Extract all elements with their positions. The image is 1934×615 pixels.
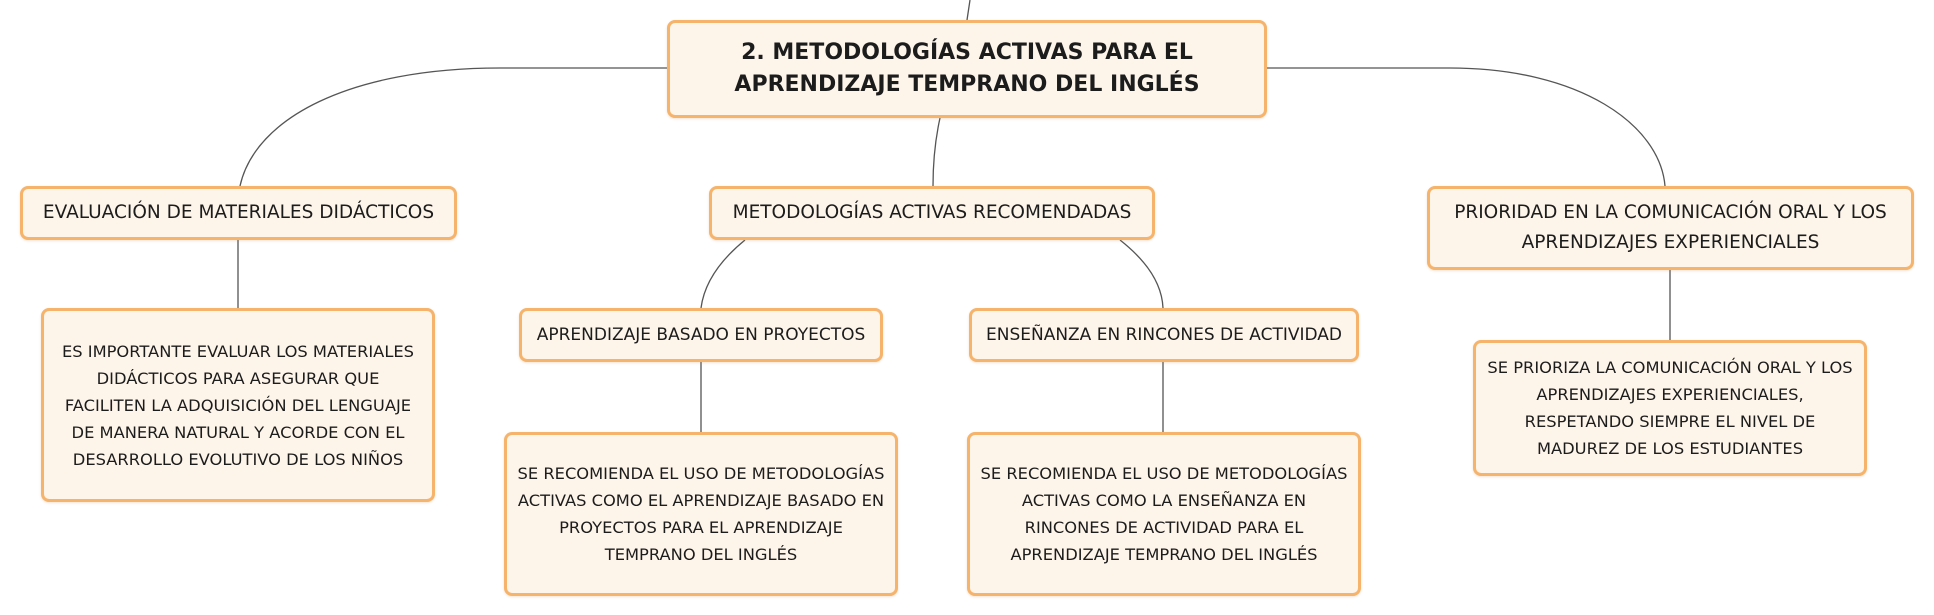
corners-detail-node[interactable] xyxy=(967,432,1361,596)
connector-root-to-methodologies xyxy=(933,118,940,186)
connector-root-incoming xyxy=(967,0,970,20)
corners-node-label: ENSEÑANZA EN RINCONES DE ACTIVIDAD xyxy=(985,325,1343,345)
projects-detail-text: SE RECOMIENDA EL USO DE METODOLOGÍAS ACTIVAS COMO EL APRENDIZAJE BASADO EN PROYECTOS PARA EL APRENDIZAJE TEMPRANO DEL INGLÉS xyxy=(517,464,885,564)
priority-node-label: PRIORIDAD EN LA COMUNICACIÓN ORAL Y LOS APRENDIZAJES EXPERIENCIALES xyxy=(1454,202,1887,253)
connector-methodologies-to-corners xyxy=(1120,240,1163,308)
projects-node[interactable] xyxy=(519,308,883,362)
evaluation-detail-text: ES IMPORTANTE EVALUAR LOS MATERIALES DIDÁCTICOS PARA ASEGURAR QUE FACILITEN LA ADQUISICIÓN DEL LENGUAJE DE MANERA NATURAL Y ACORDE CON EL DESARROLLO EVOLUTIVO DE LOS NIÑOS xyxy=(61,341,415,469)
corners-node[interactable] xyxy=(969,308,1359,362)
projects-detail-node[interactable] xyxy=(504,432,898,596)
evaluation-node-label: EVALUACIÓN DE MATERIALES DIDÁCTICOS xyxy=(42,202,435,223)
corners-detail-text: SE RECOMIENDA EL USO DE METODOLOGÍAS ACTIVAS COMO LA ENSEÑANZA EN RINCONES DE ACTIVIDAD PARA EL APRENDIZAJE TEMPRANO DEL INGLÉS xyxy=(980,464,1348,564)
root-node-label: 2. METODOLOGÍAS ACTIVAS PARA EL APRENDIZAJE TEMPRANO DEL INGLÉS xyxy=(734,40,1200,97)
connector-root-to-evaluation xyxy=(240,68,667,186)
priority-node[interactable] xyxy=(1427,186,1914,270)
root-node[interactable] xyxy=(667,20,1267,118)
priority-detail-text: SE PRIORIZA LA COMUNICACIÓN ORAL Y LOS APRENDIZAJES EXPERIENCIALES, RESPETANDO SIEMPRE EL NIVEL DE MADUREZ DE LOS ESTUDIANTES xyxy=(1487,358,1853,458)
methodologies-node-label: METODOLOGÍAS ACTIVAS RECOMENDADAS xyxy=(732,202,1132,223)
methodologies-node[interactable] xyxy=(709,186,1155,240)
evaluation-node[interactable] xyxy=(20,186,457,240)
connector-methodologies-to-projects xyxy=(701,240,745,308)
connector-root-to-priority xyxy=(1267,68,1665,186)
projects-node-label: APRENDIZAJE BASADO EN PROYECTOS xyxy=(536,325,866,345)
priority-detail-node[interactable] xyxy=(1473,340,1867,476)
evaluation-detail-node[interactable] xyxy=(41,308,435,502)
